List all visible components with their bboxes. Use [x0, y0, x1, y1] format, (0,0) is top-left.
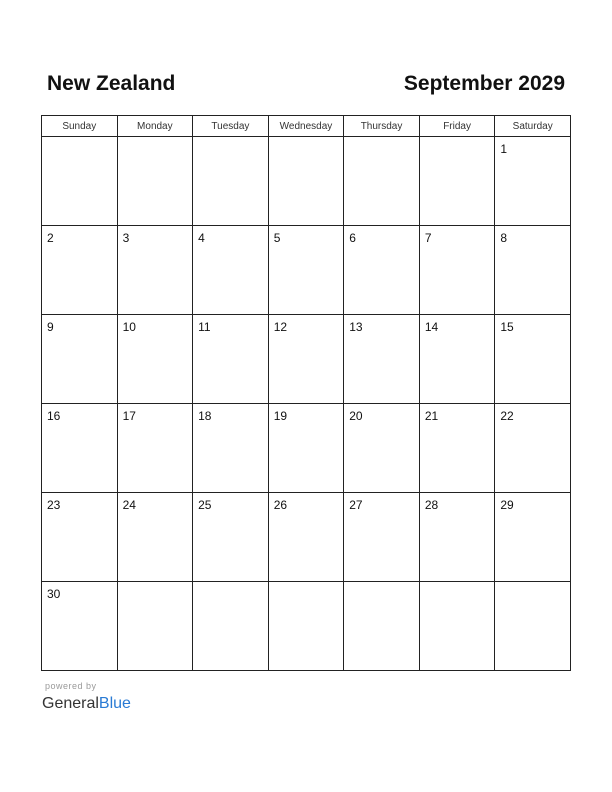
day-number: 8 — [500, 231, 508, 245]
day-cell — [42, 137, 118, 226]
day-number: 27 — [349, 498, 363, 512]
day-cell — [344, 226, 420, 315]
day-cell — [42, 404, 118, 493]
day-cell — [42, 226, 118, 315]
day-cell — [495, 315, 571, 404]
day-number: 6 — [349, 231, 356, 245]
day-cell — [42, 582, 118, 671]
day-cell — [42, 315, 118, 404]
day-cell — [268, 404, 344, 493]
week-row — [42, 404, 571, 493]
day-number — [269, 582, 344, 587]
day-number: 14 — [424, 320, 439, 334]
day-cell — [268, 226, 344, 315]
day-number: 12 — [273, 320, 288, 334]
weekday-header: Tuesday — [193, 116, 269, 137]
weekday-header-row — [42, 116, 571, 137]
day-number: 7 — [424, 231, 432, 245]
brand-name-general: General — [42, 695, 99, 712]
day-number — [118, 137, 193, 142]
day-number — [42, 137, 117, 142]
day-number: 22 — [500, 409, 514, 423]
day-number — [420, 137, 495, 142]
week-row — [42, 582, 571, 671]
week-row — [42, 137, 571, 226]
day-number — [420, 582, 495, 587]
day-number: 11 — [198, 320, 211, 334]
day-number: 25 — [198, 498, 212, 512]
country-title: New Zealand — [47, 72, 176, 95]
day-cell — [193, 226, 269, 315]
day-cell — [419, 315, 495, 404]
day-cell — [193, 582, 269, 671]
week-row — [42, 493, 571, 582]
day-number — [269, 137, 344, 142]
day-cell — [193, 315, 269, 404]
day-cell — [193, 137, 269, 226]
day-number — [193, 137, 268, 142]
brand-name-blue: Blue — [98, 695, 131, 712]
day-number: 20 — [349, 409, 363, 423]
day-cell — [117, 315, 193, 404]
day-number: 4 — [198, 231, 205, 245]
day-number: 28 — [424, 498, 439, 512]
day-number: 1 — [500, 142, 508, 156]
week-row — [42, 315, 571, 404]
day-cell — [344, 404, 420, 493]
calendar-grid — [41, 115, 571, 671]
day-cell — [419, 226, 495, 315]
day-cell — [419, 404, 495, 493]
day-cell — [117, 404, 193, 493]
day-number — [344, 582, 419, 587]
day-number — [344, 137, 419, 142]
weekday-header: Saturday — [495, 116, 571, 137]
day-number: 2 — [47, 231, 54, 245]
day-number: 29 — [500, 498, 514, 512]
day-cell — [495, 137, 571, 226]
day-number: 26 — [273, 498, 288, 512]
weekday-header: Thursday — [344, 116, 420, 137]
day-number: 23 — [47, 498, 61, 512]
powered-by-text: powered by — [45, 681, 97, 691]
day-cell — [117, 493, 193, 582]
day-cell — [268, 493, 344, 582]
day-cell — [344, 582, 420, 671]
day-cell — [419, 493, 495, 582]
week-row — [42, 226, 571, 315]
day-number: 15 — [500, 320, 514, 334]
day-number: 13 — [349, 320, 363, 334]
day-cell — [193, 404, 269, 493]
day-cell — [419, 582, 495, 671]
weekday-header: Friday — [419, 116, 495, 137]
day-cell — [42, 493, 118, 582]
day-cell — [268, 582, 344, 671]
day-cell — [117, 226, 193, 315]
day-number: 3 — [122, 231, 130, 245]
day-cell — [193, 493, 269, 582]
day-number: 19 — [273, 409, 288, 423]
day-cell — [495, 582, 571, 671]
day-cell — [268, 315, 344, 404]
month-year-title: September 2029 — [403, 72, 565, 95]
day-number — [118, 582, 193, 587]
weekday-header: Sunday — [42, 116, 118, 137]
day-number: 18 — [198, 409, 212, 423]
day-number: 24 — [122, 498, 136, 512]
day-number: 10 — [122, 320, 136, 334]
weekday-header: Monday — [117, 116, 193, 137]
day-number: 16 — [47, 409, 61, 423]
day-cell — [495, 226, 571, 315]
day-number: 17 — [122, 409, 136, 423]
day-cell — [344, 137, 420, 226]
day-cell — [344, 315, 420, 404]
day-cell — [495, 493, 571, 582]
day-number: 9 — [47, 320, 54, 334]
day-number: 21 — [424, 409, 439, 423]
day-number: 5 — [273, 231, 281, 245]
day-cell — [117, 137, 193, 226]
day-cell — [268, 137, 344, 226]
brand-logo[interactable] — [42, 694, 131, 714]
footer-branding — [42, 681, 131, 714]
day-number: 30 — [47, 587, 61, 601]
day-cell — [419, 137, 495, 226]
day-number — [193, 582, 268, 587]
day-cell — [344, 493, 420, 582]
day-cell — [495, 404, 571, 493]
day-cell — [117, 582, 193, 671]
weekday-header: Wednesday — [268, 116, 344, 137]
day-number — [495, 582, 570, 587]
